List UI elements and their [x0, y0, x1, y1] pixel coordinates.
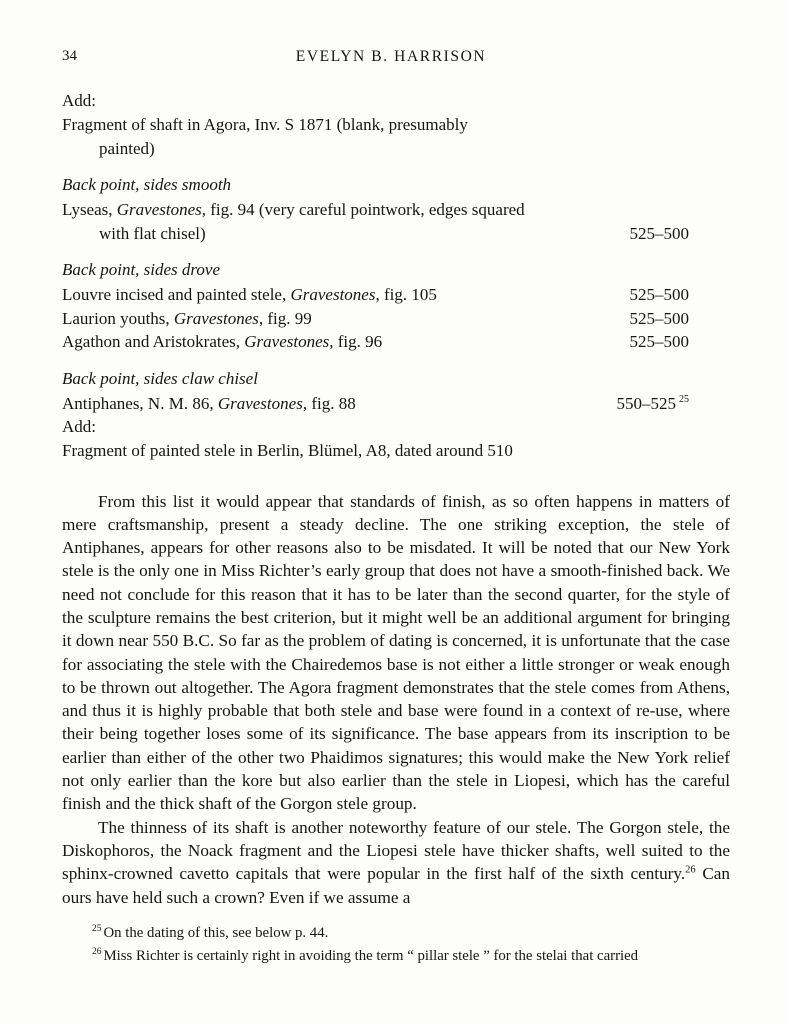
- add-label-second: Add:: [62, 417, 96, 436]
- entry-text-post: , fig. 88: [302, 393, 356, 413]
- entry-line: Fragment of shaft in Agora, Inv. S 1871 (blank, presumably: [62, 115, 468, 134]
- date-range: 525–500: [629, 332, 689, 351]
- entry-text-italic: Gravestones: [116, 200, 202, 219]
- section-heading-sides-claw-chisel: Back point, sides claw chisel: [62, 368, 258, 388]
- add-label-first: Add:: [62, 91, 96, 110]
- page-number: 34: [62, 48, 77, 64]
- entry-date: [630, 222, 690, 246]
- entry-line-continuation: painted): [99, 138, 155, 158]
- footnote-ref-26: 26: [685, 864, 696, 876]
- entry-text-post: , fig. 99: [258, 308, 312, 328]
- footnotes: [62, 922, 730, 968]
- entry-text-post: , fig. 96: [329, 332, 383, 351]
- entry-text-pre: Lyseas,: [62, 200, 117, 219]
- catalogue-entry-laurion: [62, 307, 689, 331]
- footnote-text: On the dating of this, see below p. 44.: [103, 924, 329, 941]
- catalogue-entry-louvre: [62, 283, 689, 307]
- catalogue-entry-berlin-fragment: [62, 439, 730, 463]
- footnote-number: 26: [92, 946, 102, 957]
- entry-description: [62, 392, 610, 416]
- entry-description: [62, 330, 610, 354]
- entry-description: [62, 283, 610, 307]
- entry-text-italic: Gravestones: [173, 308, 259, 328]
- running-head: [62, 48, 730, 67]
- body-paragraph-1: From this list it would appear that standards of finish, as so often happens in matters of mere craftsmanship, present a steady decline. The one striking exception, the stele of Antiphanes, appears for other reasons also to be misdated. It will be noted that our New York stele is the only one in Miss Richter’s early group that does not have a smooth-finished back. We need not conclude for this reason that it has to be later than the second quarter, for the style of the sculpture remains the best criterion, but it might well be an additional argument for bringing it down near 550 B.C. So far as the problem of dating is concerned, it is unfortunate that the case for associating the stele with the Chairedemos base is not either a little stronger or weak enough to be thrown out altogether. The Agora fragment demonstrates that the stele comes from Athens, and thus it is highly probable that both stele and base were found in a context of re-use, where their being together loses some of its significance. The base appears from its inscription to be earlier than either of the other two Phaidimos signatures; this would make the New York relief not only earlier than the kore but also earlier than the stele in Liopesi, which has the careful finish and the thick shaft of the Gorgon stele group.: [62, 491, 730, 814]
- footnote-text: Miss Richter is certainly right in avoiding the term “ pillar stele ” for the stelai that carried: [103, 947, 639, 964]
- date-range: 525–500: [629, 285, 689, 304]
- entry-line: Fragment of painted stele in Berlin, Blümel, A8, dated around 510: [62, 441, 513, 460]
- entry-line-continuation: with flat chisel): [99, 223, 206, 243]
- footnote-26: [62, 945, 730, 968]
- section-heading-sides-smooth: Back point, sides smooth: [62, 175, 232, 194]
- catalogue-list: [62, 89, 730, 463]
- entry-text-pre: Antiphanes, N. M. 86,: [62, 393, 218, 413]
- entry-description: [62, 307, 610, 331]
- entry-date: [630, 330, 690, 354]
- footnote-number: 25: [92, 923, 102, 934]
- section-heading-sides-drove: Back point, sides drove: [62, 260, 220, 279]
- entry-text-italic: Gravestones: [290, 285, 376, 304]
- entry-date: [630, 307, 690, 331]
- entry-text-pre: Louvre incised and painted stele,: [62, 285, 291, 304]
- entry-text-italic: Gravestones: [244, 332, 330, 351]
- date-range: 550–525: [616, 393, 676, 413]
- footnote-ref: 25: [679, 393, 689, 405]
- catalogue-entry-agathon: [62, 330, 689, 354]
- paragraph-segment: Can ours have held such a crown? Even if we assume a: [62, 864, 731, 907]
- page-title: EVELYN B. HARRISON: [295, 48, 487, 65]
- entry-date: [617, 392, 690, 416]
- date-range: 525–500: [629, 308, 689, 328]
- entry-date: [630, 283, 690, 307]
- catalogue-entry-agora-fragment: [62, 113, 730, 160]
- entry-text-pre: Agathon and Aristokrates,: [62, 332, 245, 351]
- entry-text-italic: Gravestones: [217, 393, 303, 413]
- entry-text-post: , fig. 105: [375, 285, 437, 304]
- catalogue-entry-lyseas: [62, 198, 689, 245]
- paragraph-segment: The thinness of its shaft is another noteworthy feature of our stele. The Gorgon stele, the Diskophoros, the Noack fragment and the Liopesi stele have thicker shafts, well suited to the sphinx-crowned cavetto capitals that were popular in the first half of the sixth century.: [62, 817, 730, 884]
- body-paragraph-2: [62, 816, 730, 909]
- body-text: [62, 490, 730, 909]
- catalogue-entry-antiphanes: [62, 392, 689, 416]
- date-range: 525–500: [629, 223, 689, 243]
- entry-description: [62, 198, 610, 245]
- entry-text-post: , fig. 94 (very careful pointwork, edges squared: [201, 200, 525, 219]
- footnote-25: [62, 922, 730, 945]
- entry-text-pre: Laurion youths,: [62, 308, 174, 328]
